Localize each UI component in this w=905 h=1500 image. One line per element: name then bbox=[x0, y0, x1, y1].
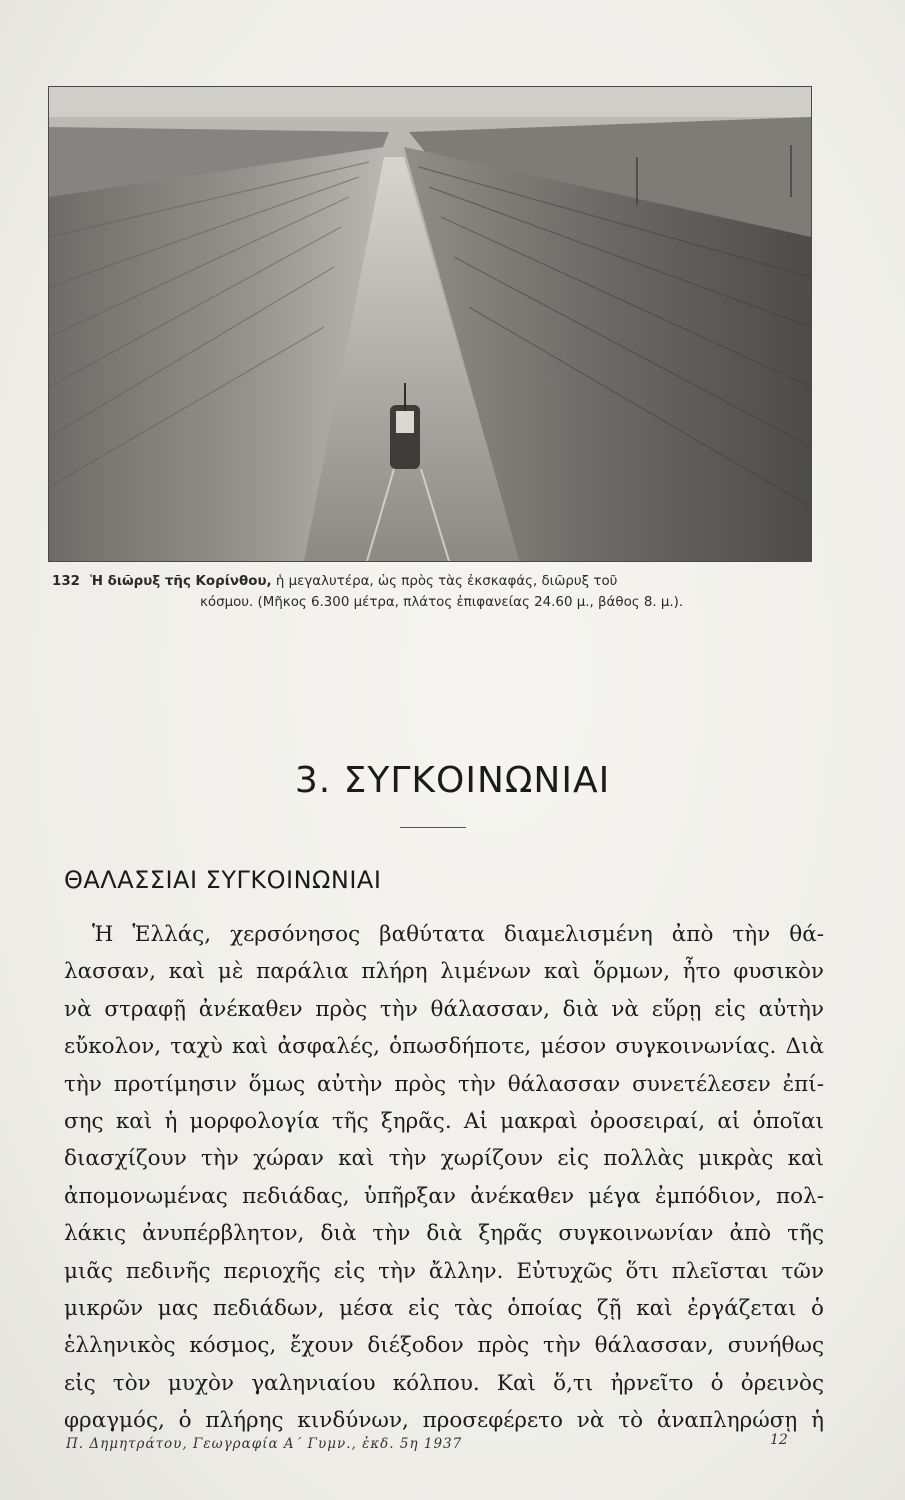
figure-caption bbox=[52, 571, 852, 613]
body-line: σης καὶ ἡ μορφολογία τῆς ξηρᾶς. Αἱ μακραὶ ὀροσειραί, αἱ ὁποῖαι bbox=[64, 1108, 824, 1134]
body-line: ἀπομονωμένας πεδιάδας, ὑπῆρξαν ἀνέκαθεν μέγα ἐμπόδιον, πολ- bbox=[64, 1183, 824, 1209]
title-rule bbox=[400, 827, 466, 828]
section-title: 3. ΣΥΓΚΟΙΝΩΝΙΑΙ bbox=[294, 760, 611, 801]
footer-credit: Π. Δημητράτου, Γεωγραφία Α΄ Γυμν., ἐκδ. 5η 1937 bbox=[66, 1436, 463, 1452]
canal-illustration bbox=[49, 87, 811, 561]
caption-text-1: ἡ μεγαλυτέρα, ὡς πρὸς τὰς ἐκσκαφάς, διῶρυξ τοῦ bbox=[275, 574, 618, 589]
section-subtitle: ΘΑΛΑΣΣΙΑΙ ΣΥΓΚΟΙΝΩΝΙΑΙ bbox=[64, 866, 382, 894]
body-line: τὴν προτίμησιν ὅμως αὐτὴν πρὸς τὴν θάλασσαν συνετέλεσεν ἐπί- bbox=[64, 1071, 824, 1097]
corinth-canal-photo bbox=[48, 86, 812, 562]
caption-lead: Ἡ διῶρυξ τῆς Κορίνθου, bbox=[90, 574, 272, 589]
body-line: ἑλληνικὸς κόσμος, ἔχουν διέξοδον πρὸς τὴν θάλασσαν, συνήθως bbox=[64, 1333, 824, 1359]
figure-number: 132 bbox=[52, 574, 80, 589]
body-line: εὔκολον, ταχὺ καὶ ἀσφαλές, ὁπωσδήποτε, μέσον συγκοινωνίας. Διὰ bbox=[64, 1034, 824, 1060]
body-line: νὰ στραφῇ ἀνέκαθεν πρὸς τὴν θάλασσαν, διὰ νὰ εὕρῃ εἰς αὐτὴν bbox=[64, 996, 824, 1022]
body-line: διασχίζουν τὴν χώραν καὶ τὴν χωρίζουν εἰς πολλὰς μικρὰς καὶ bbox=[64, 1146, 824, 1172]
body-line: εἰς τὸν μυχὸν γαληνιαίου κόλπου. Καὶ ὅ,τι ἠρνεῖτο ὁ ὀρεινὸς bbox=[64, 1370, 824, 1396]
caption-text-2: κόσμου. (Μῆκος 6.300 μέτρα, πλάτος ἐπιφανείας 24.60 μ., βάθος 8. μ.). bbox=[200, 595, 684, 610]
page-number: 12 bbox=[770, 1432, 788, 1448]
body-line: λάκις ἀνυπέρβλητον, διὰ τὴν διὰ ξηρᾶς συγκοινωνίαν ἀπὸ τῆς bbox=[64, 1221, 824, 1247]
body-line: μιᾶς πεδινῆς περιοχῆς εἰς τὴν ἄλλην. Εὐτυχῶς ὅτι πλεῖσται τῶν bbox=[64, 1258, 824, 1284]
body-line: Ἡ Ἑλλάς, χερσόνησος βαθύτατα διαμελισμένη ἀπὸ τὴν θά- bbox=[92, 922, 824, 947]
body-line: μικρῶν μας πεδιάδων, μέσα εἰς τὰς ὁποίας ζῇ καὶ ἐργάζεται ὁ bbox=[64, 1295, 824, 1321]
body-line: λασσαν, καὶ μὲ παράλια πλήρη λιμένων καὶ ὅρμων, ἦτο φυσικὸν bbox=[64, 959, 824, 985]
body-line: φραγμός, ὁ πλήρης κινδύνων, προσεφέρετο νὰ τὸ ἀναπληρώσῃ ἡ bbox=[64, 1408, 824, 1434]
body-paragraph bbox=[64, 916, 824, 1439]
